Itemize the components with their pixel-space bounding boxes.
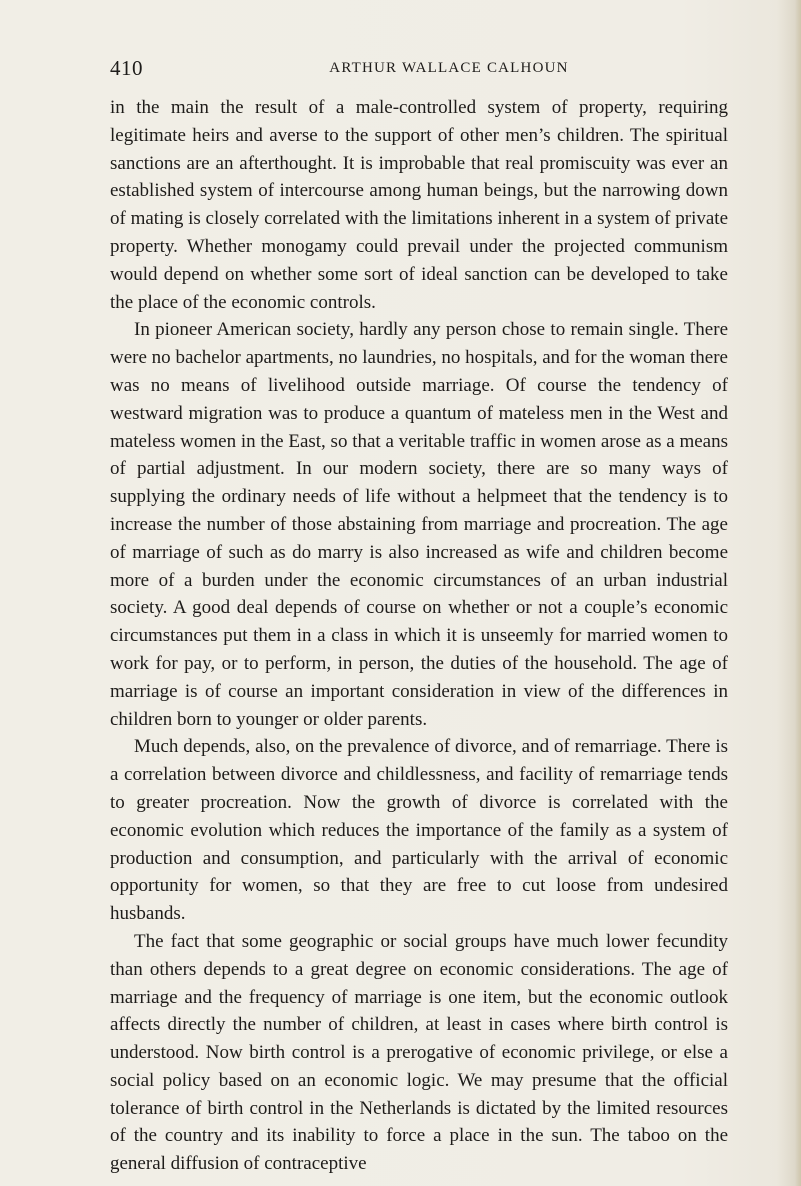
page-number: 410 — [110, 56, 143, 80]
paragraph: in the main the result of a male-controlled system of property, requiring legitimate heirs and averse to the support of other men’s children. The spiritual sanctions are an afterthought. It is improbable that real promiscuity was ever an established system of intercourse among human beings, but the narrowing down of mating is closely correlated with the limitations inherent in a system of private property. Whether monogamy could prevail under the projected communism would depend on whether some sort of ideal sanction can be developed to take the place of the economic controls. — [110, 97, 728, 313]
page-edge-shadow — [795, 0, 801, 1186]
running-head: ARTHUR WALLACE CALHOUN — [329, 60, 569, 76]
page-header — [110, 56, 728, 84]
body-text — [110, 94, 728, 1178]
paragraph: In pioneer American society, hardly any person chose to remain single. There were no bachelor apartments, no laundries, no hospitals, and for the woman there was no means of livelihood outside marriage. Of course the tendency of westward migration was to produce a quantum of mateless men in the West and mateless women in the East, so that a veritable traffic in women arose as a means of partial adjustment. In our modern society, there are so many ways of supplying the ordinary needs of life without a helpmeet that the tendency is to increase the number of those abstaining from marriage and procreation. The age of marriage of such as do marry is also increased as wife and children become more of a burden under the economic circumstances of an urban industrial society. A good deal depends of course on whether or not a couple’s economic circumstances put them in a class in which it is unseemly for married women to work for pay, or to perform, in person, the duties of the household. The age of marriage is of course an important consideration in view of the differences in children born to younger or older parents. — [110, 319, 729, 730]
paragraph: Much depends, also, on the prevalence of divorce, and of remarriage. There is a correlation between divorce and childlessness, and facility of remarriage tends to greater procreation. Now the growth of divorce is correlated with the economic evolution which reduces the importance of the family as a system of production and consumption, and particularly with the arrival of economic opportunity for women, so that they are free to cut loose from undesired husbands. — [110, 736, 728, 925]
paragraph: The fact that some geographic or social groups have much lower fecundity than others depends to a great degree on economic considerations. The age of marriage and the frequency of marriage is one item, but the economic outlook affects directly the number of children, at least in cases where birth control is understood. Now birth control is a prerogative of economic privilege, or else a social policy based on an economic logic. We may presume that the official tolerance of birth control in the Netherlands is dictated by the limited resources of the country and its inability to force a place in the sun. The taboo on the general diffusion of contraceptive — [110, 930, 728, 1175]
